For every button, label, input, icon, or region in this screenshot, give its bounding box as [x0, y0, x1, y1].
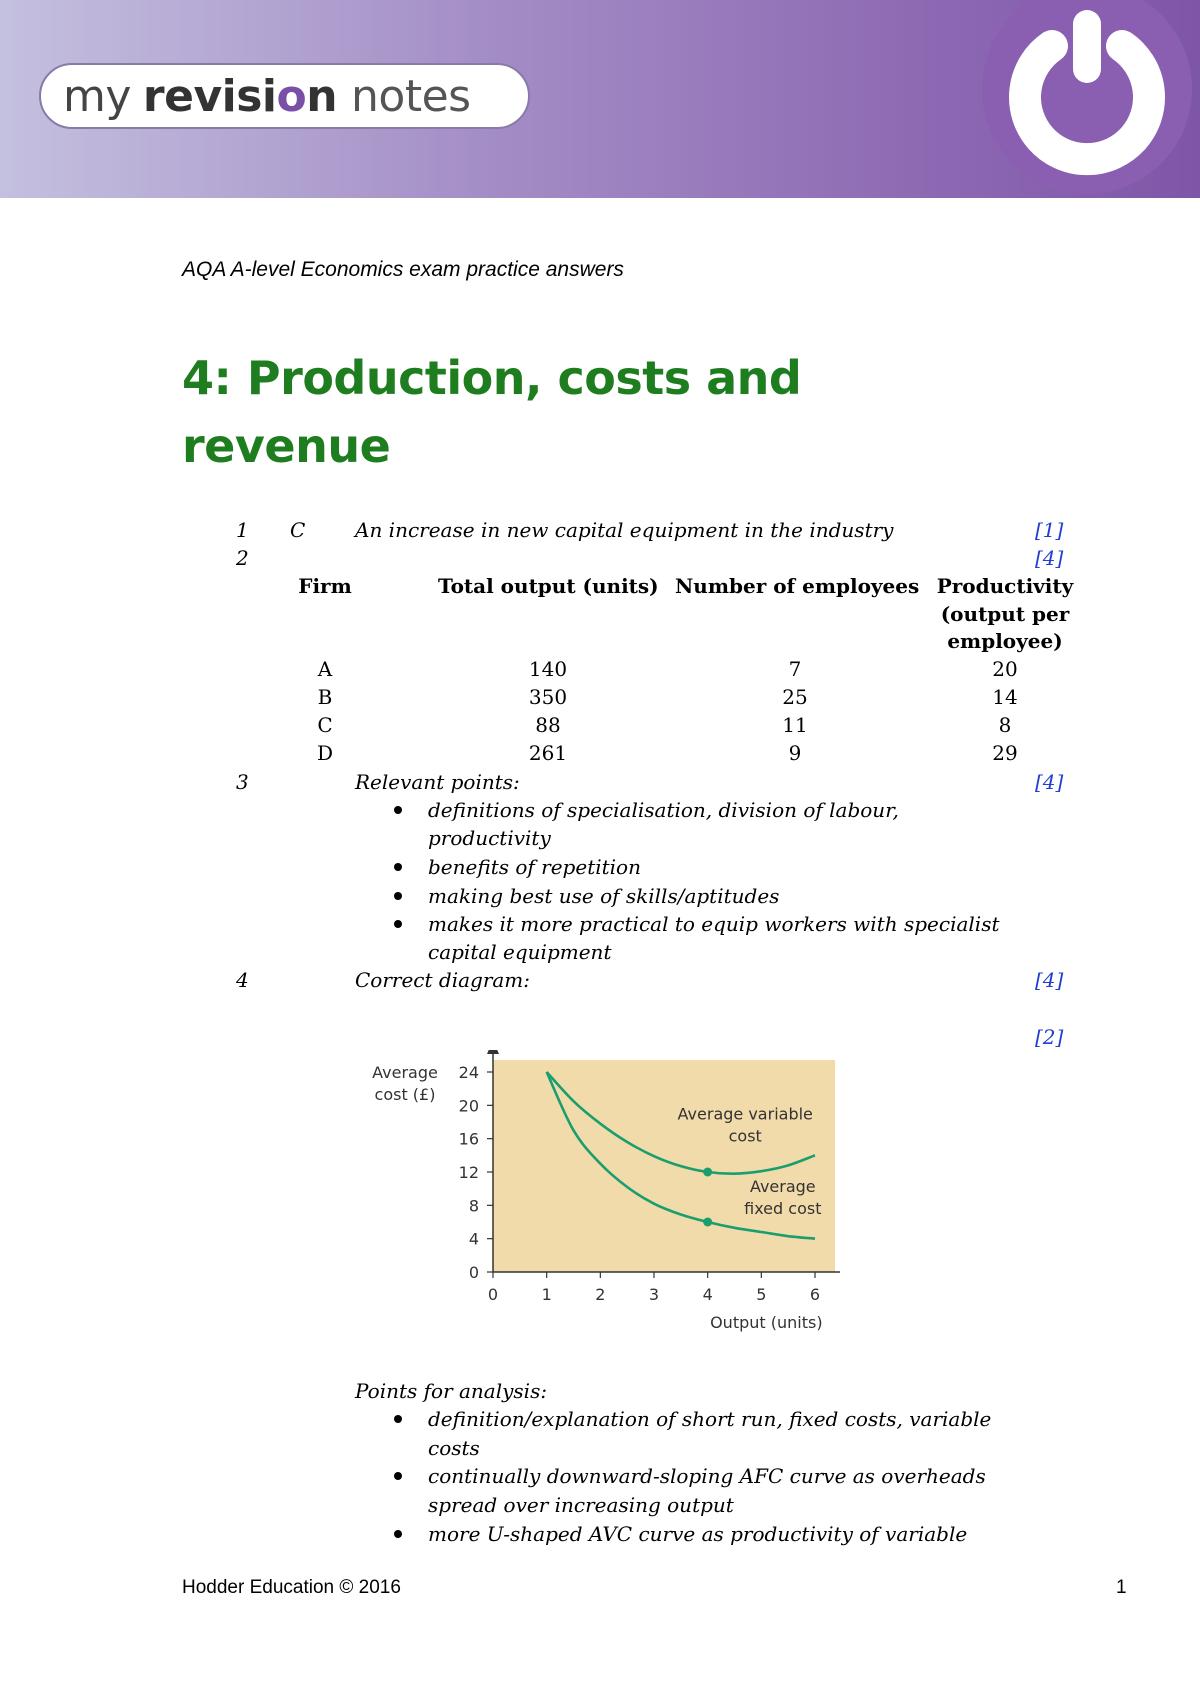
q4-number: 4 — [236, 968, 249, 992]
x-tick-label: 6 — [809, 1285, 821, 1304]
list-item-continuation: productivity — [428, 826, 551, 850]
q3-number: 3 — [236, 770, 249, 794]
page-title: 4: Production, costs and revenue — [182, 351, 802, 473]
bullet-icon — [394, 863, 402, 871]
y-tick-label: 4 — [468, 1229, 479, 1249]
table-cell: 25 — [782, 685, 808, 709]
table-header-productivity-3: employee) — [947, 629, 1063, 653]
afc-marker — [703, 1218, 712, 1227]
x-tick-label: 2 — [595, 1285, 606, 1304]
series-label: fixed cost — [744, 1199, 822, 1218]
y-axis-arrow-icon — [487, 1050, 499, 1054]
bullet-icon — [394, 806, 402, 814]
series-label: cost — [728, 1126, 762, 1146]
y-tick-label: 20 — [458, 1096, 479, 1116]
q1-number: 1 — [236, 518, 249, 542]
table-cell: A — [317, 657, 333, 681]
q3-intro: Relevant points: — [355, 770, 520, 794]
table-cell: 14 — [992, 685, 1018, 709]
my-revision-notes-logo — [39, 63, 530, 129]
table-cell: D — [316, 741, 334, 765]
table-cell: 350 — [528, 685, 568, 709]
q4-mark-2: [2] — [1035, 1025, 1064, 1049]
table-header-firm: Firm — [298, 574, 352, 598]
y-tick-label: 24 — [458, 1063, 479, 1082]
table-cell: 140 — [528, 657, 568, 681]
y-tick-label: 12 — [458, 1163, 479, 1182]
logo-power-o: o — [276, 70, 307, 122]
table-header-productivity: Productivity — [936, 574, 1074, 598]
x-tick-label: 4 — [702, 1285, 713, 1304]
table-header-total-output: Total output (units) — [438, 574, 659, 598]
q1-answer-text: An increase in new capital equipment in the industry — [355, 518, 894, 542]
list-item: definitions of specialisation, division of labour, — [428, 798, 899, 822]
bullet-icon — [394, 892, 402, 900]
list-item-continuation: costs — [428, 1436, 480, 1460]
x-tick-label: 5 — [756, 1285, 767, 1304]
q2-number: 2 — [236, 546, 249, 570]
logo-notes: notes — [351, 70, 471, 122]
table-cell: 8 — [998, 713, 1012, 737]
logo-my: my — [63, 70, 131, 122]
series-label: Average — [749, 1177, 816, 1196]
list-item: benefits of repetition — [428, 855, 641, 879]
table-cell: B — [317, 685, 333, 709]
y-axis-label: Average — [372, 1063, 438, 1082]
y-tick-label: 16 — [458, 1129, 479, 1149]
table-cell: 9 — [788, 741, 802, 765]
bullet-icon — [394, 1415, 402, 1423]
header-banner — [0, 0, 1200, 198]
footer-copyright: Hodder Education © 2016 — [182, 1577, 401, 1598]
q4-mark: [4] — [1035, 968, 1064, 992]
table-cell: 11 — [782, 713, 808, 737]
list-item-continuation: capital equipment — [428, 940, 612, 964]
bullet-icon — [394, 920, 402, 928]
bullet-icon — [394, 1530, 402, 1538]
analysis-intro: Points for analysis: — [355, 1379, 548, 1403]
logo-revision: revision — [142, 70, 338, 122]
table-header-employees: Number of employees — [675, 574, 920, 598]
q3-mark: [4] — [1035, 770, 1064, 794]
q1-answer-letter: C — [290, 518, 306, 542]
table-cell: 20 — [992, 657, 1018, 681]
series-label: Average variable — [677, 1104, 813, 1124]
table-cell: 29 — [992, 741, 1018, 765]
list-item: makes it more practical to equip workers with specialist — [428, 912, 1000, 936]
x-tick-label: 0 — [487, 1285, 499, 1304]
q2-mark: [4] — [1035, 546, 1064, 570]
list-item: definition/explanation of short run, fixed costs, variable — [428, 1407, 992, 1431]
x-axis-label: Output (units) — [710, 1313, 823, 1332]
table-header-productivity-2: (output per — [940, 602, 1070, 626]
list-item: continually downward-sloping AFC curve as overheads — [428, 1464, 986, 1488]
y-tick-label: 8 — [468, 1196, 479, 1216]
y-axis-label-2: cost (£) — [374, 1085, 436, 1104]
average-cost-chart — [360, 1050, 840, 1340]
q4-intro: Correct diagram: — [355, 968, 531, 992]
document-subtitle: AQA A-level Economics exam practice answers — [182, 258, 624, 281]
table-cell: 7 — [788, 657, 802, 681]
table-cell: C — [317, 713, 333, 737]
x-tick-label: 1 — [541, 1285, 552, 1304]
list-item: more U-shaped AVC curve as productivity of variable — [428, 1522, 968, 1546]
list-item: making best use of skills/aptitudes — [428, 884, 780, 908]
table-cell: 261 — [528, 741, 568, 765]
power-icon — [982, 0, 1192, 194]
y-tick-label: 0 — [468, 1263, 479, 1282]
table-cell: 88 — [535, 713, 561, 737]
power-symbol-icon — [982, 0, 1192, 194]
x-tick-label: 3 — [648, 1285, 660, 1304]
q1-mark: [1] — [1035, 518, 1064, 542]
page-number: 1 — [1116, 1577, 1127, 1598]
avc-marker — [703, 1168, 712, 1177]
bullet-icon — [394, 1472, 402, 1480]
list-item-continuation: spread over increasing output — [428, 1493, 734, 1517]
